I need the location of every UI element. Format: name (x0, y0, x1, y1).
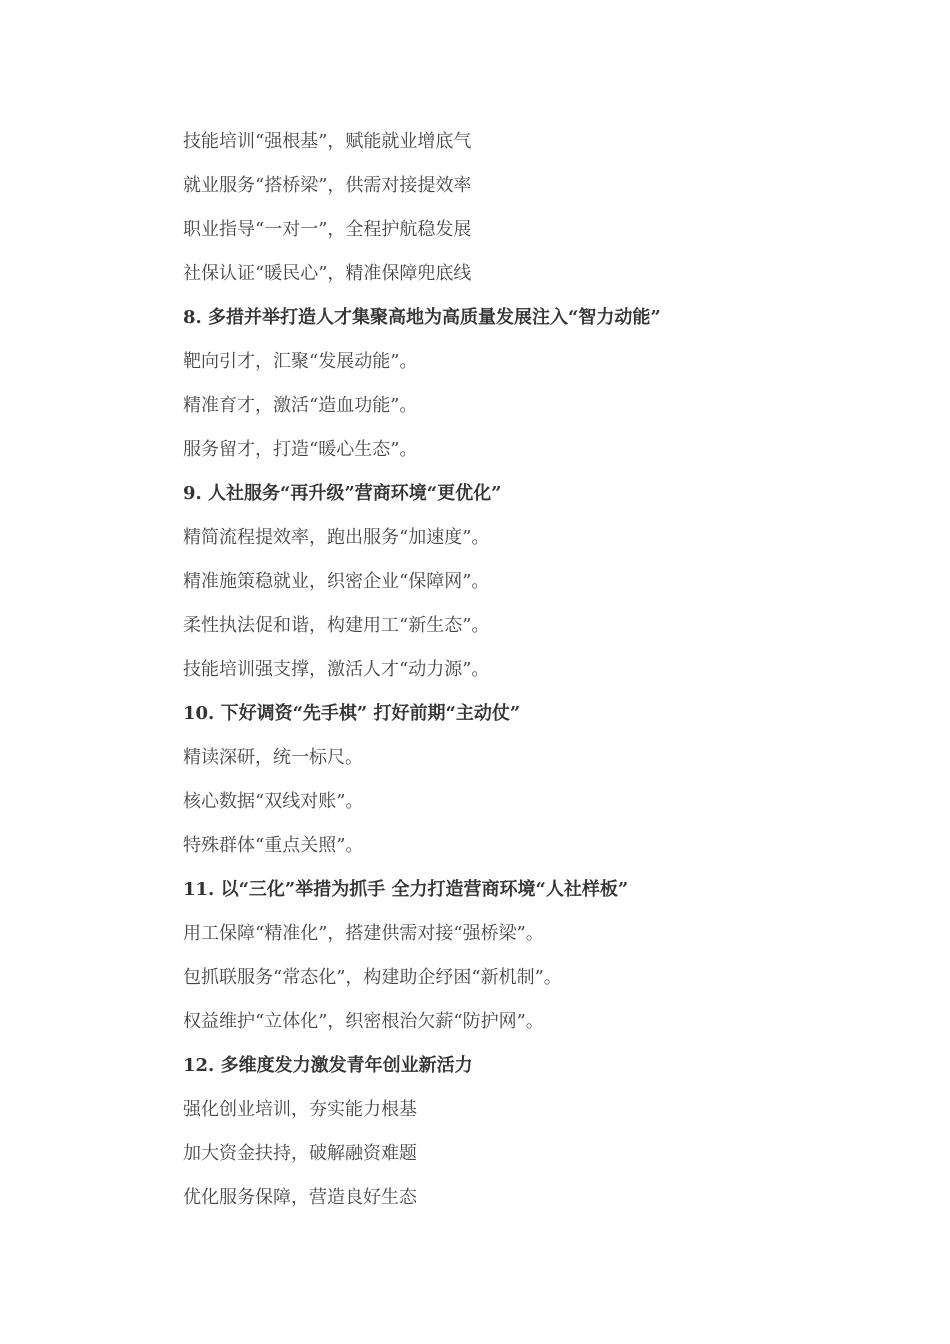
list-item: 强化创业培训，夯实能力根基 (183, 1099, 417, 1120)
list-item: 技能培训强支撑，激活人才“动力源”。 (183, 659, 490, 680)
list-item: 核心数据“双线对账”。 (183, 791, 364, 812)
list-item: 权益维护“立体化”，织密根治欠薪“防护网”。 (183, 1011, 544, 1032)
list-item: 职业指导“一对一”，全程护航稳发展 (183, 219, 472, 240)
section-heading: 12. 多维度发力激发青年创业新活力 (183, 1055, 473, 1076)
list-item: 社保认证“暖民心”，精准保障兜底线 (183, 263, 472, 284)
list-item: 靶向引才，汇聚“发展动能”。 (183, 351, 418, 372)
list-item: 优化服务保障，营造良好生态 (183, 1187, 417, 1208)
section-heading: 10. 下好调资“先手棋” 打好前期“主动仗” (183, 703, 521, 724)
section-heading: 8. 多措并举打造人才集聚高地为高质量发展注入“智力动能” (183, 307, 661, 328)
document-page (183, 120, 883, 1220)
list-item: 用工保障“精准化”，搭建供需对接“强桥梁”。 (183, 923, 544, 944)
list-item: 精准施策稳就业，织密企业“保障网”。 (183, 571, 490, 592)
list-item: 特殊群体“重点关照”。 (183, 835, 364, 856)
list-item: 精读深研，统一标尺。 (183, 747, 363, 768)
list-item: 就业服务“搭桥梁”，供需对接提效率 (183, 175, 472, 196)
list-item: 精准育才，激活“造血功能”。 (183, 395, 418, 416)
section-heading: 9. 人社服务“再升级”营商环境“更优化” (183, 483, 502, 504)
list-item: 服务留才，打造“暖心生态”。 (183, 439, 418, 460)
list-item: 包抓联服务“常态化”，构建助企纾困“新机制”。 (183, 967, 562, 988)
section-heading: 11. 以“三化”举措为抓手 全力打造营商环境“人社样板” (183, 879, 629, 900)
list-item: 精简流程提效率，跑出服务“加速度”。 (183, 527, 490, 548)
list-item: 技能培训“强根基”，赋能就业增底气 (183, 131, 472, 152)
list-item: 柔性执法促和谐，构建用工“新生态”。 (183, 615, 490, 636)
list-item: 加大资金扶持，破解融资难题 (183, 1143, 417, 1164)
